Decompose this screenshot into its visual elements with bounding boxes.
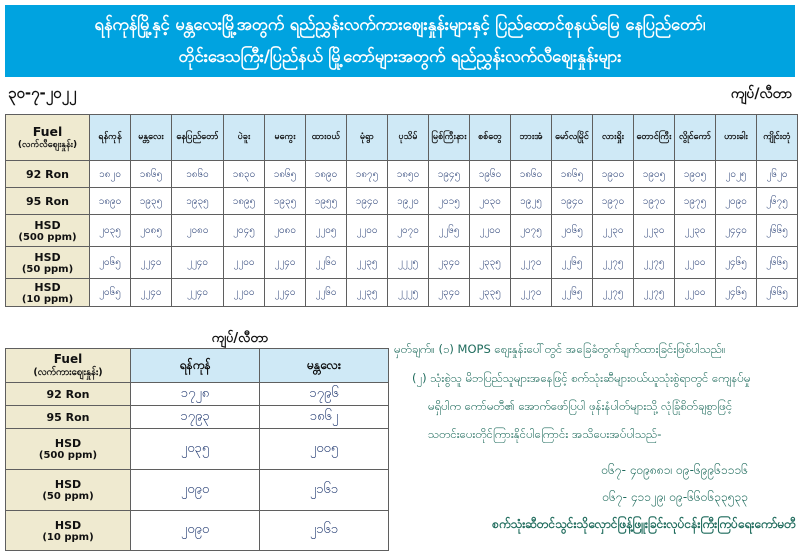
notes-block: [394, 342, 796, 534]
city-column-header: ရန်ကုန်: [90, 115, 131, 161]
note-2-line1: (၂) သုံးစွဲသူ မိဘပြည်သူများအနေဖြင့် စက်သုံးဆီများဝယ်ယူသုံးစွဲရာတွင် ကျေနပ်မှု: [412, 371, 751, 385]
price-cell: ၂၂၇၀: [511, 279, 552, 307]
price-cell: ၂၀၃၅: [131, 429, 260, 470]
wholesale-fuel-header: [6, 349, 131, 383]
price-cell: ၁၈၉၀: [306, 161, 347, 188]
price-cell: ၂၂၃၀: [675, 215, 716, 247]
price-cell: ၁၉၅၅: [306, 188, 347, 215]
title-line1: ရန်ကုန်မြို့နှင့် မန္တလေးမြို့အတွက် ရည်ညွှန်းလက်ကားစျေးနှုန်းများနှင့် ပြည်ထောင်စုနယ်မြေ နေပြည်တော်၊: [94, 14, 706, 34]
fuel-label: HSD: [34, 280, 61, 294]
price-cell: ၂၀၃၅: [90, 215, 131, 247]
price-cell: ၂၂၀၀: [675, 247, 716, 279]
city-column-header: ဟားခါး: [716, 115, 757, 161]
price-cell: ၂၂၀၀: [675, 279, 716, 307]
price-cell: ၂၀၆၅: [552, 215, 593, 247]
price-cell: ၁၈၃၀: [224, 161, 265, 188]
price-cell: ၂၂၂၅: [388, 247, 429, 279]
city-column-header: နေပြည်တော်: [172, 115, 224, 161]
fuel-sublabel: (50 ppm): [42, 491, 94, 502]
city-column-header: မုံရွာ: [347, 115, 388, 161]
fuel-label: HSD: [54, 437, 82, 450]
committee-name: စက်သုံးဆီတင်သွင်းသိုလှောင်ဖြန့်ဖြူးခြင်းလုပ်ငန်းကြီးကြပ်ရေးကော်မတီ: [492, 517, 796, 531]
price-cell: ၁၈၆၀: [172, 161, 224, 188]
fuel-sublabel: (10 ppm): [42, 531, 94, 543]
price-cell: ၁၉၄၅: [429, 161, 470, 188]
price-cell: ၂၂၄၀: [172, 247, 224, 279]
price-cell: ၂၀၇၀: [388, 215, 429, 247]
retail-header-row: [6, 115, 798, 161]
fuel-label: 95 Ron: [26, 194, 69, 208]
price-cell: ၁၈၆၂: [260, 406, 389, 429]
retail-table-body: [6, 161, 798, 307]
price-cell: ၂၆၆၅: [757, 215, 798, 247]
fuel-label-cell: [6, 511, 131, 551]
price-cell: ၁၉၀၅: [634, 161, 675, 188]
city-column-header: ပဲခူး: [224, 115, 265, 161]
table-row: [6, 279, 798, 307]
table-row: [6, 429, 389, 470]
price-cell: ၁၉၃၅: [131, 188, 172, 215]
price-cell: ၁၉၇၀: [634, 188, 675, 215]
fuel-label-cell: [6, 161, 90, 188]
price-cell: ၂၆၆၅: [757, 247, 798, 279]
city-column-header: မန္တလေး: [131, 115, 172, 161]
price-cell: ၂၂၆၅: [429, 215, 470, 247]
price-cell: ၁၉၆၀: [470, 161, 511, 188]
table-row: [6, 247, 798, 279]
price-cell: ၁၈၉၀: [90, 188, 131, 215]
fuel-sublabel: (500 ppm): [18, 231, 77, 243]
price-cell: ၁၉၇၅: [675, 188, 716, 215]
fuel-header-title: Fuel: [32, 123, 63, 139]
city-column-header: မော်လမြိုင်: [552, 115, 593, 161]
fuel-label-cell: [6, 247, 90, 279]
price-cell: ၁၇၉၆: [260, 383, 389, 406]
fuel-label: HSD: [54, 478, 82, 491]
hotline-phone-1: ၀၆၇- ၄၀၉၈၈၁၊ ၀၉-၆၉၉၆၁၁၁၆: [601, 463, 748, 477]
price-cell: ၂၂၄၀: [131, 279, 172, 307]
fuel-label-cell: [6, 406, 131, 429]
price-cell: ၁၉၀၅: [675, 161, 716, 188]
city-column-header: ဘားအံ: [511, 115, 552, 161]
price-cell: ၁၉၄၀: [347, 188, 388, 215]
note-1: မှတ်ချက်။ (၁) MOPS စျေးနှုန်းပေါ်တွင် အခြေခံတွက်ချက်ထားခြင်းဖြစ်ပါသည်။: [394, 342, 726, 356]
price-cell: ၁၈၆၅: [131, 161, 172, 188]
city-column-header: ပုသိမ်: [388, 115, 429, 161]
price-cell: ၁၈၇၅: [347, 161, 388, 188]
price-cell: ၂၁၆၁: [260, 470, 389, 511]
fuel-header-subtitle: (လက်ကားစျေးနှုန်း): [33, 366, 103, 378]
price-cell: ၂၀၈၀: [172, 215, 224, 247]
city-column-header: လားရှိုး: [593, 115, 634, 161]
price-cell: ၂၀၈၀: [265, 215, 306, 247]
retail-fuel-header: [6, 115, 90, 161]
price-cell: ၂၀၉၀: [716, 188, 757, 215]
price-cell: ၁၈၆၅: [265, 161, 306, 188]
price-cell: ၂၁၆၁: [260, 511, 389, 551]
price-cell: ၂၂၀၀: [224, 279, 265, 307]
price-cell: ၂၂၆၀: [306, 247, 347, 279]
fuel-sublabel: (50 ppm): [21, 263, 74, 275]
price-cell: ၂၂၆၀: [306, 279, 347, 307]
price-cell: ၂၀၆၅: [90, 279, 131, 307]
price-cell: ၂၀၄၅: [224, 215, 265, 247]
retail-price-table: [5, 114, 798, 307]
price-cell: ၂၂၀၅: [306, 215, 347, 247]
city-column-header: တောင်ကြီး: [634, 115, 675, 161]
price-cell: ၂၆၆၅: [757, 279, 798, 307]
price-cell: ၂၄၄၀: [716, 215, 757, 247]
price-cell: ၁၉၀၀: [593, 161, 634, 188]
price-cell: ၂၂၇၅: [593, 247, 634, 279]
table-row: [6, 188, 798, 215]
price-cell: ၂၀၃၀: [470, 188, 511, 215]
table-row: [6, 383, 389, 406]
wholesale-price-table: [5, 348, 389, 551]
price-cell: ၁၈၆၀: [511, 161, 552, 188]
price-cell: ၁၉၄၀: [552, 188, 593, 215]
price-cell: ၁၉၃၅: [265, 188, 306, 215]
price-cell: ၂၀၈၅: [131, 215, 172, 247]
price-cell: ၂၃၄၀: [429, 279, 470, 307]
price-cell: ၂၆၇၅: [757, 188, 798, 215]
fuel-sublabel: (10 ppm): [21, 293, 74, 305]
city-column-header: ထားဝယ်: [306, 115, 347, 161]
price-cell: ၂၀၉၀: [131, 470, 260, 511]
city-column-header: မကွေး: [265, 115, 306, 161]
hotline-phone-2: ၀၆၇- ၄၁၁၂၉၊ ၀၉-၆၆၀၆၃၃၅၃၃: [602, 490, 748, 504]
price-cell: ၂၂၇၀: [511, 247, 552, 279]
price-cell: ၂၀၉၀: [131, 511, 260, 551]
fuel-label: 92 Ron: [26, 167, 69, 181]
fuel-label-cell: [6, 215, 90, 247]
price-cell: ၂၀၂၅: [716, 161, 757, 188]
price-cell: ၁၉၂၀: [388, 188, 429, 215]
price-cell: ၂၂၃၀: [593, 215, 634, 247]
table-row: [6, 470, 389, 511]
city-column-header: ရန်ကုန်: [131, 349, 260, 383]
city-column-header: ကျိုင်းတုံ: [757, 115, 798, 161]
price-cell: ၂၃၃၅: [470, 279, 511, 307]
price-cell: ၁၉၂၅: [511, 188, 552, 215]
price-cell: ၂၄၆၅: [716, 247, 757, 279]
price-cell: ၁၈၉၅: [224, 188, 265, 215]
fuel-label: HSD: [34, 218, 61, 232]
wholesale-table-body: [6, 383, 389, 551]
city-column-header: မြစ်ကြီးနား: [429, 115, 470, 161]
price-cell: ၂၀၆၅: [90, 247, 131, 279]
price-cell: ၂၃၄၀: [429, 247, 470, 279]
fuel-label-cell: [6, 188, 90, 215]
table-row: [6, 511, 389, 551]
fuel-label-cell: [6, 429, 131, 470]
city-column-header: လွိုင်ကော်: [675, 115, 716, 161]
price-cell: ၂၂၃၅: [347, 279, 388, 307]
fuel-header-subtitle: (လက်လီစျေးနှုန်း): [17, 139, 78, 150]
price-cell: ၂၂၇၅: [634, 279, 675, 307]
fuel-sublabel: (500 ppm): [38, 450, 98, 461]
note-2-line2: မရှိပါက ကော်မတီ၏ အောက်ဖော်ပြပါ ဖုန်းနံပါတ်များသို့ လုံခြုံစိတ်ချစွာဖြင့်: [428, 399, 733, 413]
table-row: [6, 161, 798, 188]
price-cell: ၂၄၆၅: [716, 279, 757, 307]
fuel-label-cell: [6, 383, 131, 406]
title-banner: [5, 5, 795, 77]
fuel-label-cell: [6, 279, 90, 307]
price-cell: ၂၂၆၅: [552, 247, 593, 279]
date-label: ၃၀-၇-၂၀၂၂: [8, 84, 77, 102]
fuel-header-title: Fuel: [53, 351, 83, 366]
price-cell: ၁၈၆၅: [552, 161, 593, 188]
price-cell: ၂၆၂၀: [757, 161, 798, 188]
fuel-label: HSD: [54, 518, 82, 532]
price-cell: ၂၂၀၀: [224, 247, 265, 279]
fuel-label: 92 Ron: [46, 387, 90, 401]
title-line2: တိုင်းဒေသကြီး/ပြည်နယ် မြို့တော်များအတွက် ရည်ညွှန်းလက်လီစျေးနှုန်းများ: [178, 47, 622, 66]
wholesale-header-row: [6, 349, 389, 383]
price-cell: ၁၈၂၀: [90, 161, 131, 188]
price-cell: ၂၂၄၀: [172, 279, 224, 307]
price-cell: ၁၇၂၈: [131, 383, 260, 406]
price-cell: ၂၃၃၅: [470, 247, 511, 279]
table-row: [6, 406, 389, 429]
price-cell: ၂၂၄၀: [265, 247, 306, 279]
price-cell: ၁၉၃၅: [172, 188, 224, 215]
fuel-label: 95 Ron: [46, 410, 90, 424]
price-cell: ၂၂၂၅: [388, 279, 429, 307]
fuel-label-cell: [6, 470, 131, 511]
table-row: [6, 215, 798, 247]
price-cell: ၂၂၇၅: [593, 279, 634, 307]
price-cell: ၁၉၇၀: [593, 188, 634, 215]
price-cell: ၂၂၃၀: [634, 215, 675, 247]
unit-label-bottom: ကျပ်/လီတာ: [211, 331, 269, 346]
price-cell: ၂၂၀၀: [347, 215, 388, 247]
price-cell: ၂၂၄၀: [265, 279, 306, 307]
city-column-header: မန္တလေး: [260, 349, 389, 383]
city-column-header: စစ်တွေ: [470, 115, 511, 161]
unit-label-top: ကျပ်/လီတာ: [730, 86, 792, 102]
price-cell: ၂၀၀၅: [260, 429, 389, 470]
price-cell: ၂၂၄၀: [131, 247, 172, 279]
price-cell: ၂၀၇၅: [511, 215, 552, 247]
price-cell: ၁၇၉၃: [131, 406, 260, 429]
price-cell: ၂၂၆၅: [552, 279, 593, 307]
price-cell: ၁၈၅၀: [388, 161, 429, 188]
note-2-line3: သတင်းပေးတိုင်ကြားနိုင်ပါကြောင်း အသိပေးအပ်ပါသည်-: [428, 427, 662, 441]
price-cell: ၂၂၇၅: [634, 247, 675, 279]
price-cell: ၂၂၀၀: [470, 215, 511, 247]
fuel-label: HSD: [34, 250, 61, 264]
price-cell: ၂၀၁၅: [429, 188, 470, 215]
price-cell: ၂၂၃၅: [347, 247, 388, 279]
